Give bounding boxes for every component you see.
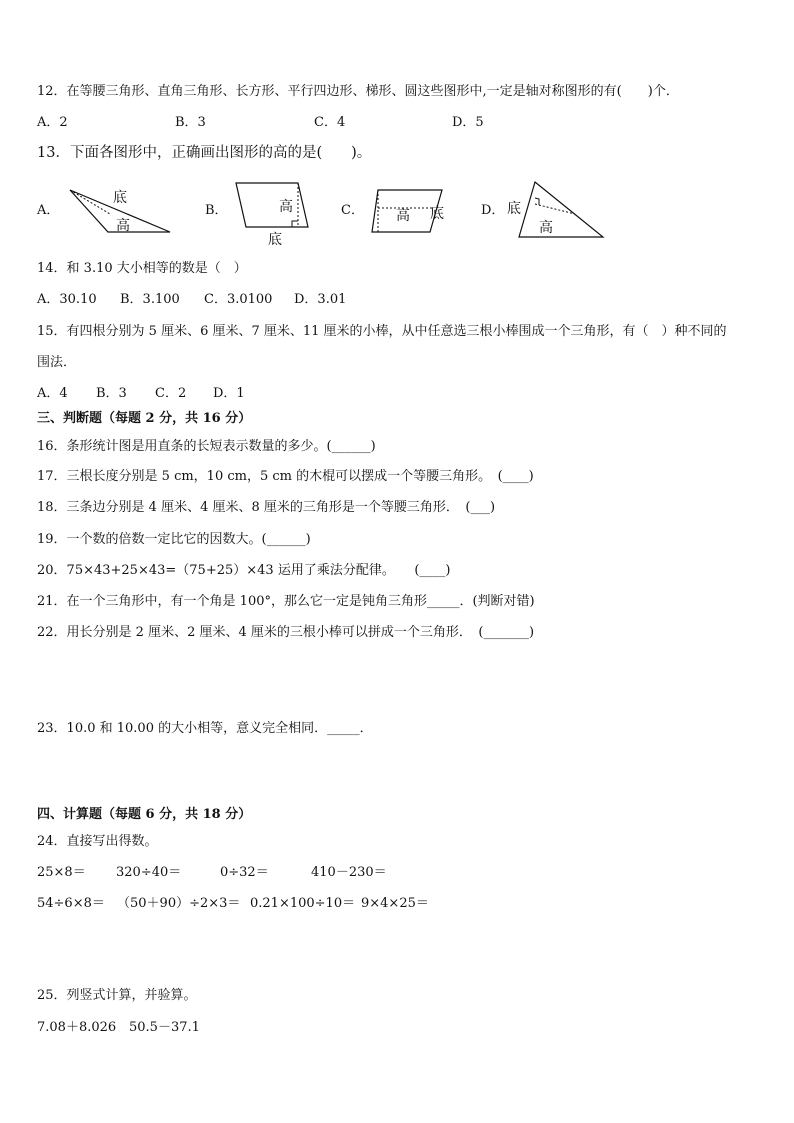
q13-option-b-letter: B． xyxy=(205,203,228,218)
section4-title: 四、计算题（每题 6 分，共 18 分） xyxy=(37,807,252,822)
q14-stem: 14．和 3.10 大小相等的数是（ ） xyxy=(37,261,247,276)
q24-calc-4: 410－230＝ xyxy=(311,865,387,880)
q24-calc-6: （50＋90）÷2×3＝ xyxy=(117,896,241,911)
section3-title: 三、判断题（每题 2 分，共 16 分） xyxy=(37,411,252,426)
q20-text: 20．75×43+25×43=（75+25）×43 运用了乘法分配律。 (____) xyxy=(37,563,451,578)
q12-option-d: D．5 xyxy=(452,115,484,130)
q24-calc-1: 25×8＝ xyxy=(37,865,86,880)
q13-figure-b xyxy=(232,181,314,246)
q13-option-c-letter: C． xyxy=(341,203,364,218)
q12-stem: 12．在等腰三角形、直角三角形、长方形、平行四边形、梯形、圆这些图形中,一定是轴对称图形的有( )个． xyxy=(37,84,679,99)
q15-stem-line2: 围法． xyxy=(37,355,77,370)
q18-text: 18．三条边分别是 4 厘米、4 厘米、8 厘米的三角形是一个等腰三角形． (___) xyxy=(37,500,496,515)
q24-calc-8: 9×4×25＝ xyxy=(361,896,429,911)
q13-figure-d xyxy=(505,180,610,242)
q14-option-c: C．3.0100 xyxy=(204,292,273,307)
q24-calc-3: 0÷32＝ xyxy=(220,865,269,880)
figure-d-base-label: 底 xyxy=(507,201,521,217)
q14-option-a: A．30.10 xyxy=(37,292,97,307)
q25-item-1: 7.08＋8.026 xyxy=(37,1020,117,1035)
q13-stem: 13．下面各图形中，正确画出图形的高的是( )。 xyxy=(37,145,372,161)
q21-text: 21．在一个三角形中，有一个角是 100°，那么它一定是钝角三角形_____．(判断对错) xyxy=(37,594,535,609)
q15-option-a: A．4 xyxy=(37,386,68,401)
q24-stem: 24．直接写出得数。 xyxy=(37,834,158,849)
figure-c-base-label: 底 xyxy=(430,206,444,222)
q17-text: 17．三根长度分别是 5 cm，10 cm，5 cm 的木棍可以摆成一个等腰三角形。 (____) xyxy=(37,469,534,484)
q25-stem: 25．列竖式计算，并验算。 xyxy=(37,988,197,1003)
q15-option-d: D．1 xyxy=(213,386,245,401)
q14-option-b: B．3.100 xyxy=(120,292,180,307)
q25-item-2: 50.5－37.1 xyxy=(129,1020,200,1035)
figure-b-parallelogram xyxy=(236,183,308,227)
figure-a-height-line xyxy=(70,190,110,214)
figure-a-base-label: 底 xyxy=(113,190,127,206)
q13-option-a-letter: A． xyxy=(37,203,60,218)
q14-option-d: D．3.01 xyxy=(294,292,347,307)
q15-option-c: C．2 xyxy=(155,386,187,401)
figure-c-height-label: 高 xyxy=(396,208,410,224)
q23-text: 23．10.0 和 10.00 的大小相等，意义完全相同．_____． xyxy=(37,721,373,736)
q24-calc-7: 0.21×100÷10＝ xyxy=(250,896,356,911)
q12-option-a: A．2 xyxy=(37,115,68,130)
q12-option-c: C．4 xyxy=(314,115,346,130)
q12-option-b: B．3 xyxy=(175,115,206,130)
q19-text: 19．一个数的倍数一定比它的因数大。(______) xyxy=(37,532,311,547)
figure-d-height-label: 高 xyxy=(539,220,553,236)
figure-b-height-label: 高 xyxy=(279,199,293,215)
q13-figure-c xyxy=(368,186,448,236)
q24-calc-2: 320÷40＝ xyxy=(116,865,182,880)
figure-b-right-angle xyxy=(292,221,298,227)
q22-text: 22．用长分别是 2 厘米、2 厘米、4 厘米的三根小棒可以拼成一个三角形． (_______) xyxy=(37,625,535,640)
q16-text: 16．条形统计图是用直条的长短表示数量的多少。(______) xyxy=(37,439,376,454)
figure-b-base-label: 底 xyxy=(268,232,282,248)
q15-stem-line1: 15．有四根分别为 5 厘米、6 厘米、7 厘米、11 厘米的小棒，从中任意选三根小棒围成一个三角形，有（ ）种不同的 xyxy=(37,324,727,339)
figure-d-triangle xyxy=(519,182,603,237)
figure-a-height-label: 高 xyxy=(116,218,130,234)
q24-calc-5: 54÷6×8＝ xyxy=(37,896,105,911)
q15-option-b: B．3 xyxy=(96,386,127,401)
q13-figure-a xyxy=(66,186,176,236)
q13-option-d-letter: D． xyxy=(481,203,505,218)
